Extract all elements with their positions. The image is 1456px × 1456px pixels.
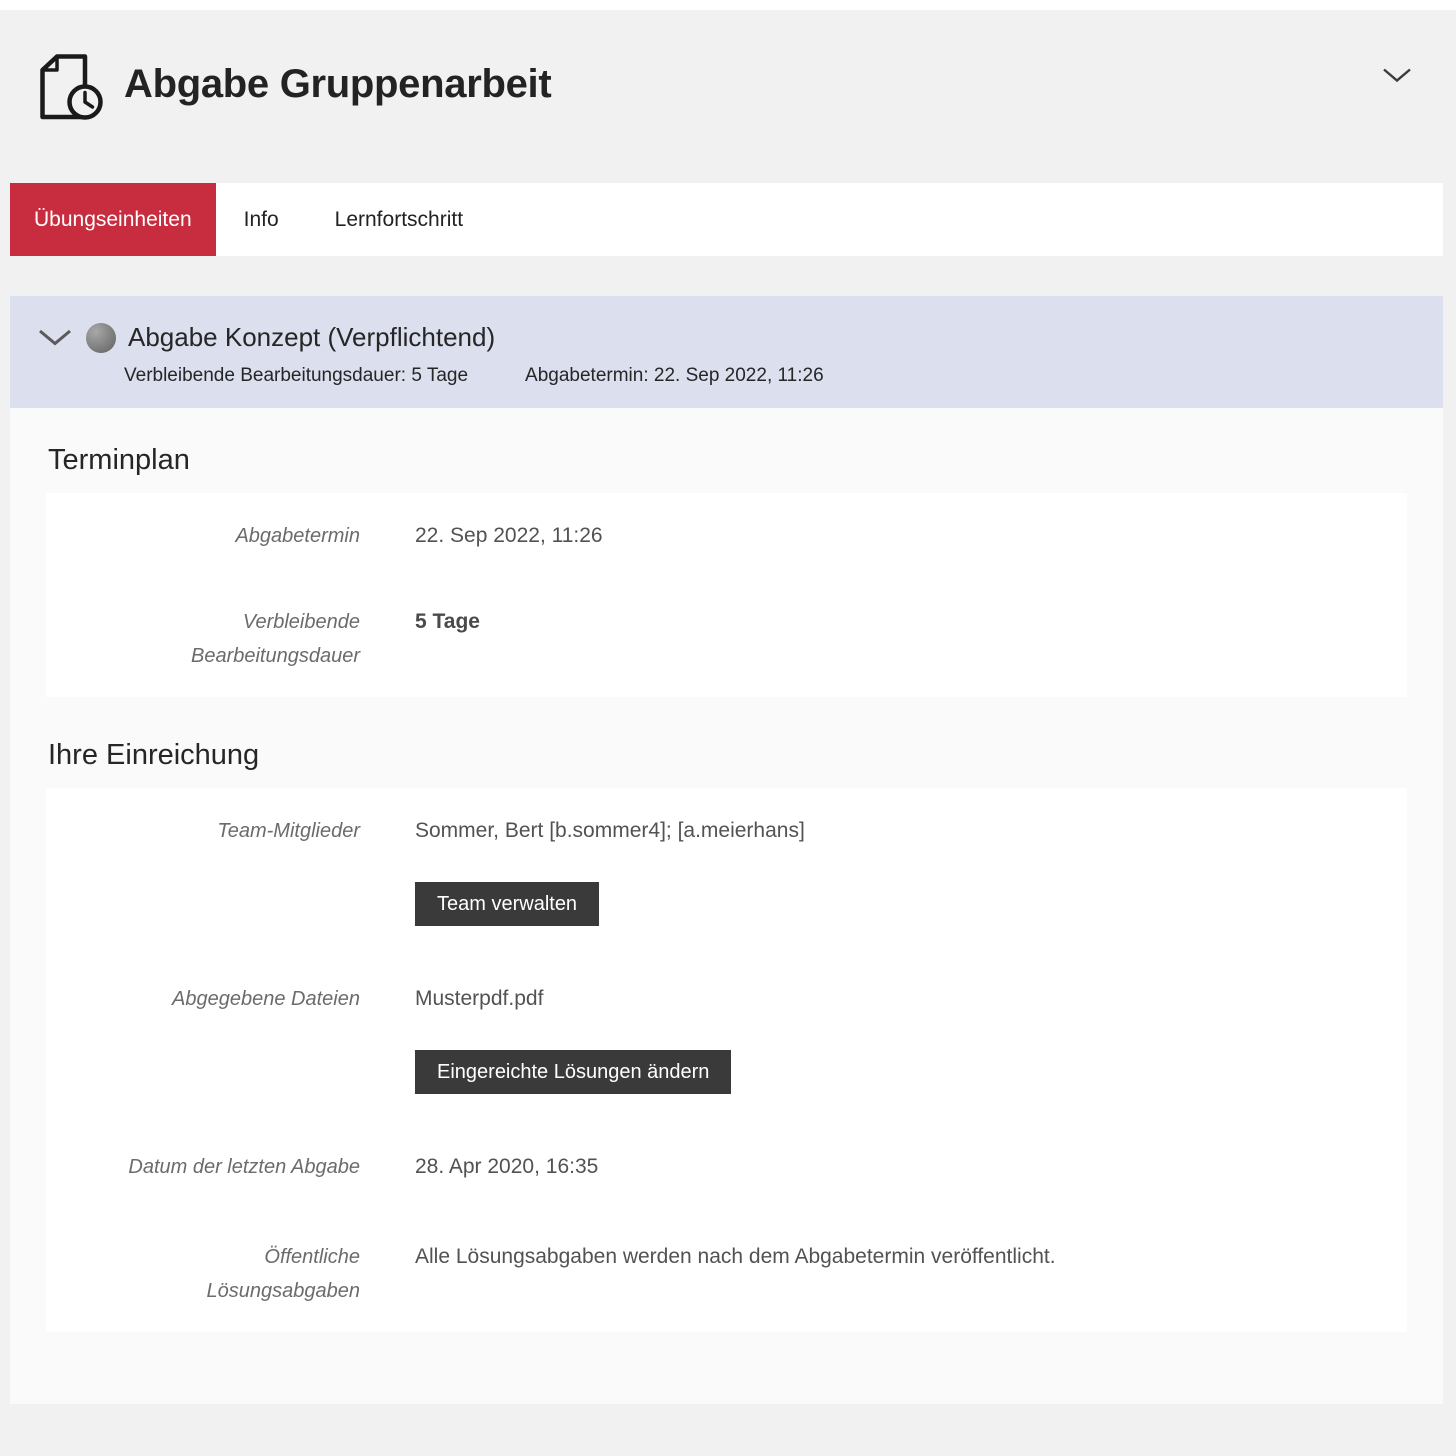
- files-label: [46, 982, 360, 1094]
- assignment-collapse-chevron-icon[interactable]: [38, 328, 72, 347]
- files-value: [360, 982, 1407, 1094]
- team-label-text: Team-Mitglieder: [217, 820, 360, 843]
- tab-uebungseinheiten-label: Übungseinheiten: [34, 207, 192, 231]
- schedule-card: [46, 493, 1407, 697]
- last-submission-value: 28. Apr 2020, 16:35: [415, 1155, 599, 1179]
- tab-uebungseinheiten[interactable]: [10, 183, 216, 256]
- schedule-deadline-label: [46, 519, 360, 553]
- schedule-row: [46, 605, 1407, 673]
- assignment-banner: [10, 296, 1443, 408]
- schedule-row: [46, 519, 1407, 553]
- schedule-deadline-label-text: Abgabetermin: [235, 525, 360, 547]
- last-submission-label: [46, 1150, 360, 1184]
- team-row: [46, 814, 1407, 926]
- tab-lernfortschritt[interactable]: [307, 183, 491, 256]
- last-submission-row: [46, 1150, 1407, 1184]
- public-submissions-label: [46, 1240, 360, 1308]
- page-title: Abgabe Gruppenarbeit: [124, 62, 552, 106]
- schedule-remaining-label-text: Verbleibende Bearbeitungsdauer: [190, 611, 360, 668]
- team-value: [360, 814, 1407, 926]
- header-collapse-chevron-icon[interactable]: [1382, 67, 1412, 89]
- assignment-title: Abgabe Konzept (Verpflichtend): [128, 322, 496, 352]
- team-members: Sommer, Bert [b.sommer4]; [a.meierhans]: [415, 819, 805, 843]
- assignment-banner-info: [124, 365, 1415, 387]
- learning-progress-status-icon: [86, 323, 116, 353]
- submission-card: [46, 788, 1407, 1332]
- exercise-assignment-icon: [40, 54, 104, 125]
- manage-team-button[interactable]: Team verwalten: [415, 882, 599, 926]
- tab-bar: [10, 183, 1443, 256]
- tab-info-label: Info: [243, 207, 279, 231]
- files-label-text: Abgegebene Dateien: [172, 988, 360, 1011]
- last-submission-label-text: Datum der letzten Abgabe: [128, 1156, 360, 1179]
- schedule-remaining-value: 5 Tage: [415, 610, 480, 634]
- public-submissions-label-text: Öffentliche Lösungsabgaben: [206, 1246, 360, 1303]
- page: [0, 10, 1456, 1456]
- change-submission-button[interactable]: Eingereichte Lösungen ändern: [415, 1050, 731, 1094]
- public-submissions-row: [46, 1240, 1407, 1308]
- assignment-deadline: Abgabetermin: 22. Sep 2022, 11:26: [525, 365, 824, 386]
- assignment-content: [10, 408, 1443, 1404]
- assignment-banner-head: [38, 322, 1415, 353]
- submitted-file-name: Musterpdf.pdf: [415, 987, 544, 1011]
- schedule-remaining-label: [46, 605, 360, 673]
- object-header: [0, 10, 1456, 183]
- tab-info[interactable]: [216, 183, 307, 256]
- tab-lernfortschritt-label: Lernfortschritt: [334, 207, 464, 231]
- submission-heading: Ihre Einreichung: [48, 739, 260, 772]
- schedule-heading: Terminplan: [48, 444, 190, 476]
- schedule-deadline-value: 22. Sep 2022, 11:26: [415, 524, 603, 547]
- team-label: [46, 814, 360, 926]
- files-row: [46, 982, 1407, 1094]
- assignment-remaining-time: Verbleibende Bearbeitungsdauer: 5 Tage: [124, 365, 469, 386]
- public-submissions-value: Alle Lösungsabgaben werden nach dem Abgabetermin veröffentlicht.: [415, 1245, 1056, 1269]
